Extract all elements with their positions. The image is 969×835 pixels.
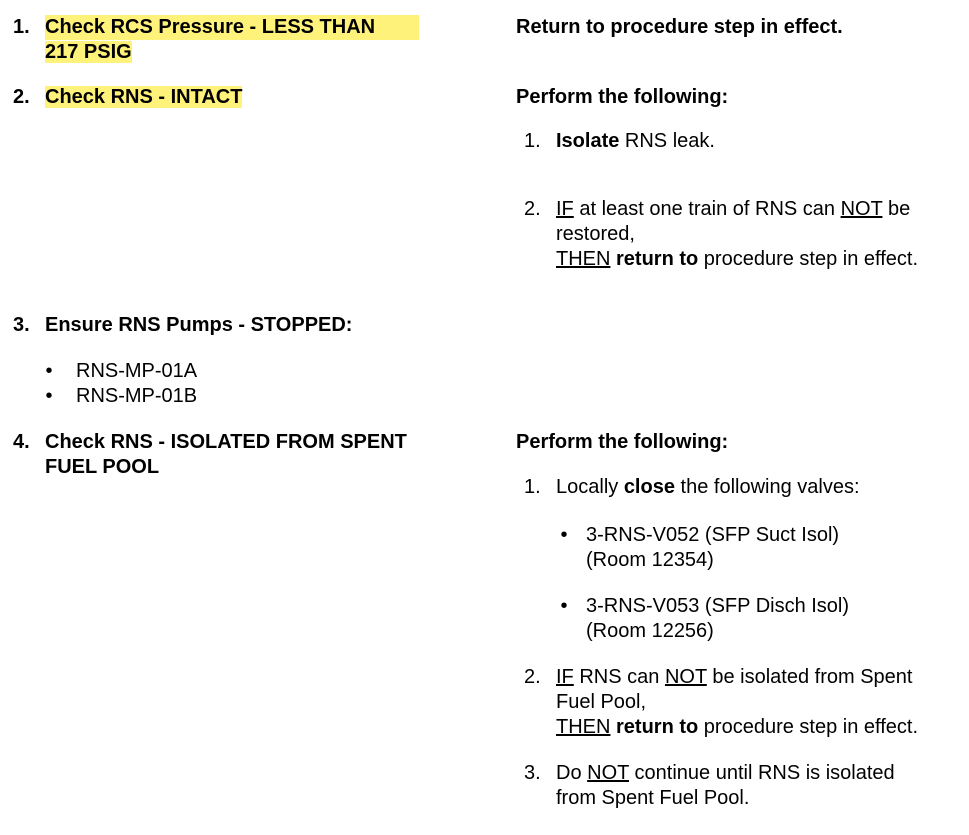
- step-2-response-title: Perform the following:: [516, 86, 729, 108]
- isolate-keyword: Isolate: [556, 130, 620, 152]
- valve-name: 3-RNS-V053 (SFP Disch Isol): [586, 595, 850, 617]
- substep-text: Locally: [556, 476, 624, 498]
- bullet-icon: •: [560, 595, 568, 617]
- step-3-action: Ensure RNS Pumps - STOPPED:: [45, 314, 353, 336]
- if-keyword: IF: [556, 666, 574, 688]
- step-1-action-line1: Check RCS Pressure - LESS THAN: [45, 15, 419, 40]
- pump-b-label: RNS-MP-01B: [76, 385, 198, 407]
- step-3-number: 3.: [13, 314, 30, 336]
- step-4-number: 4.: [13, 431, 30, 453]
- step-1-number: 1.: [13, 16, 30, 38]
- step-4-response-title: Perform the following:: [516, 431, 729, 453]
- substep-text: be: [882, 198, 911, 220]
- return-to-keyword: return to: [616, 248, 699, 270]
- return-to-keyword: return to: [616, 716, 699, 738]
- step-4-substep-1-text: [556, 475, 860, 500]
- step-4-substep-2-text: [556, 665, 918, 740]
- substep-text: Do: [556, 762, 588, 784]
- then-keyword: THEN: [556, 248, 611, 270]
- step-1-response: Return to procedure step in effect.: [516, 16, 843, 38]
- valve-name: 3-RNS-V052 (SFP Suct Isol): [586, 524, 840, 546]
- substep-text: be isolated from Spent: [706, 666, 913, 688]
- not-keyword: NOT: [587, 762, 629, 784]
- step-4-substep-2-number: 2.: [524, 666, 541, 688]
- step-2-action: [45, 85, 242, 110]
- substep-text: RNS can: [573, 666, 665, 688]
- step-4-action-line1: Check RNS - ISOLATED FROM SPENT: [45, 431, 407, 453]
- step-1-action-line2: 217 PSIG: [45, 41, 132, 63]
- not-keyword: NOT: [664, 666, 707, 688]
- substep-text: restored,: [556, 223, 635, 245]
- bullet-icon: •: [45, 385, 53, 407]
- substep-text: procedure step in effect.: [698, 716, 918, 738]
- close-keyword: close: [623, 476, 675, 498]
- step-4-substep-3-number: 3.: [524, 762, 541, 784]
- step-4-substep-1-number: 1.: [524, 476, 541, 498]
- pump-a-label: RNS-MP-01A: [76, 360, 198, 382]
- substep-text: procedure step in effect.: [698, 248, 918, 270]
- substep-text: from Spent Fuel Pool.: [556, 787, 750, 809]
- step-4-substep-3-text: [556, 761, 895, 811]
- valve-room: (Room 12256): [586, 620, 714, 642]
- if-keyword: IF: [556, 198, 574, 220]
- substep-text: Fuel Pool,: [556, 691, 647, 713]
- substep-text: the following valves:: [674, 476, 860, 498]
- substep-text: at least one train of RNS can: [573, 198, 841, 220]
- not-keyword: NOT: [840, 198, 883, 220]
- bullet-icon: •: [560, 524, 568, 546]
- step-2-substep-2-number: 2.: [524, 198, 541, 220]
- then-keyword: THEN: [556, 716, 611, 738]
- step-2-number: 2.: [13, 86, 30, 108]
- valve-v053: [586, 594, 849, 644]
- step-2-substep-1-number: 1.: [524, 130, 541, 152]
- valve-room: (Room 12354): [586, 549, 714, 571]
- bullet-icon: •: [45, 360, 53, 382]
- step-2-substep-2-text: [556, 197, 918, 272]
- substep-text: continue until RNS is isolated: [628, 762, 895, 784]
- valve-v052: [586, 523, 839, 573]
- step-2-substep-1-text: [556, 129, 715, 154]
- step-4-action-line2: FUEL POOL: [45, 456, 160, 478]
- isolate-text: RNS leak.: [619, 130, 715, 152]
- step-2-action-text: Check RNS - INTACT: [45, 86, 243, 108]
- step-1-action: [45, 15, 419, 65]
- step-4-action: [45, 430, 407, 480]
